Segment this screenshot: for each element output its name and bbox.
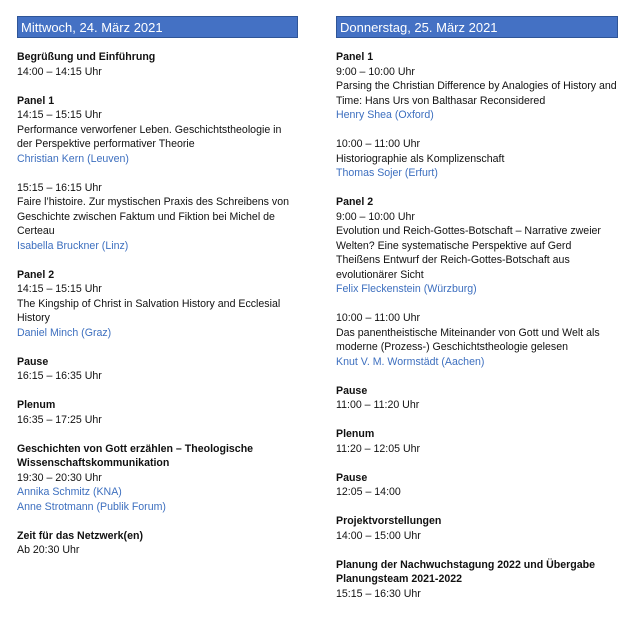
item-time: 14:00 – 14:15 Uhr: [17, 65, 102, 78]
item-speaker: Thomas Sojer (Erfurt): [336, 167, 438, 179]
item-speaker: Christian Kern (Leuven): [17, 152, 129, 165]
item-speaker: Felix Fleckenstein (Würzburg): [336, 283, 477, 295]
item-time: 10:00 – 11:00 Uhr: [336, 138, 421, 150]
item-title: Begrüßung und Einführung: [17, 51, 156, 63]
item-talk: Performance verworfener Leben. Geschichtstheologie in der Perspektive performativer Theorie: [17, 123, 282, 150]
item-speaker: Henry Shea (Oxford): [336, 109, 434, 121]
item-speaker: Annika Schmitz (KNA): [17, 486, 122, 498]
column-wednesday: [17, 16, 298, 572]
item-title: Pause: [336, 471, 368, 484]
item-title: Pause: [336, 384, 368, 397]
schedule-item: [17, 181, 298, 254]
item-talk: The Kingship of Christ in Salvation History and Ecclesial History: [17, 297, 281, 324]
item-title: Panel 2: [336, 196, 374, 208]
item-title: Zeit für das Netzwerk(en): [17, 529, 143, 542]
item-time: 14:15 – 15:15 Uhr: [17, 109, 102, 121]
item-time: 16:15 – 16:35 Uhr: [17, 370, 102, 382]
item-title: Panel 2: [17, 268, 55, 281]
schedule-item: [336, 195, 618, 297]
schedule-item: [336, 471, 618, 500]
item-time: 14:15 – 15:15 Uhr: [17, 283, 102, 295]
schedule-item: [17, 94, 298, 167]
item-time: 11:00 – 11:20 Uhr: [336, 399, 420, 411]
schedule-item: [336, 384, 618, 413]
item-time: 10:00 – 11:00 Uhr: [336, 312, 421, 324]
item-speaker: Isabella Bruckner (Linz): [17, 239, 129, 252]
item-title: Geschichten von Gott erzählen – Theologische Wissenschaftskommunikation: [17, 442, 254, 469]
item-talk: Historiographie als Komplizenschaft: [336, 152, 505, 165]
item-talk: Faire l’histoire. Zur mystischen Praxis des Schreibens von Geschichte zwischen Faktum und Fiktion bei Michel de Certeau: [17, 196, 290, 237]
schedule-item: [17, 268, 298, 341]
item-speaker: Anne Strotmann (Publik Forum): [17, 500, 166, 513]
item-title: Plenum: [336, 428, 375, 440]
item-title: Planung der Nachwuchstagung 2022 und Übergabe Planungsteam 2021-2022: [336, 558, 596, 585]
schedule-item: [336, 427, 618, 456]
item-time: 12:05 – 14:00: [336, 486, 401, 498]
schedule-item: [17, 50, 298, 79]
item-time: 16:35 – 17:25 Uhr: [17, 413, 102, 426]
item-speaker: Knut V. M. Wormstädt (Aachen): [336, 355, 485, 368]
schedule-item: [17, 355, 298, 384]
schedule-item: [17, 398, 298, 427]
item-title: Panel 1: [17, 94, 55, 107]
day-header-wednesday: Mittwoch, 24. März 2021: [17, 16, 298, 38]
item-title: Plenum: [17, 399, 56, 411]
item-title: Panel 1: [336, 51, 374, 63]
item-time: 15:15 – 16:30 Uhr: [336, 587, 421, 600]
item-time: 19:30 – 20:30 Uhr: [17, 471, 102, 484]
item-talk: Parsing the Christian Difference by Analogies of History and Time: Hans Urs von Balthasar Reconsidered: [336, 80, 617, 107]
schedule-item: [336, 137, 618, 181]
day-header-thursday: Donnerstag, 25. März 2021: [336, 16, 618, 38]
schedule-item: [336, 514, 618, 543]
item-time: 9:00 – 10:00 Uhr: [336, 65, 415, 78]
item-title: Projektvorstellungen: [336, 515, 442, 527]
item-time: 11:20 – 12:05 Uhr: [336, 442, 421, 455]
item-talk: Das panentheistische Miteinander von Gott und Welt als moderne (Prozess-) Geschichtstheologie gelesen: [336, 326, 600, 353]
schedule-item: [336, 50, 618, 123]
column-thursday: [336, 16, 618, 616]
item-time: 15:15 – 16:15 Uhr: [17, 181, 102, 194]
schedule-item: [336, 311, 618, 369]
schedule-item: [17, 442, 298, 515]
schedule-item: [17, 529, 298, 558]
schedule-item: [336, 558, 618, 602]
item-title: Pause: [17, 355, 49, 368]
item-time: 9:00 – 10:00 Uhr: [336, 210, 415, 223]
item-speaker: Daniel Minch (Graz): [17, 326, 112, 339]
item-talk: Evolution und Reich-Gottes-Botschaft – Narrative zweier Welten? Eine systematische Perspektive auf Gerd Theißens Entwurf der Reich-Gottes-Botschaft aus evolutionärer Sicht: [336, 225, 601, 281]
item-time: Ab 20:30 Uhr: [17, 544, 80, 556]
item-time: 14:00 – 15:00 Uhr: [336, 529, 421, 542]
